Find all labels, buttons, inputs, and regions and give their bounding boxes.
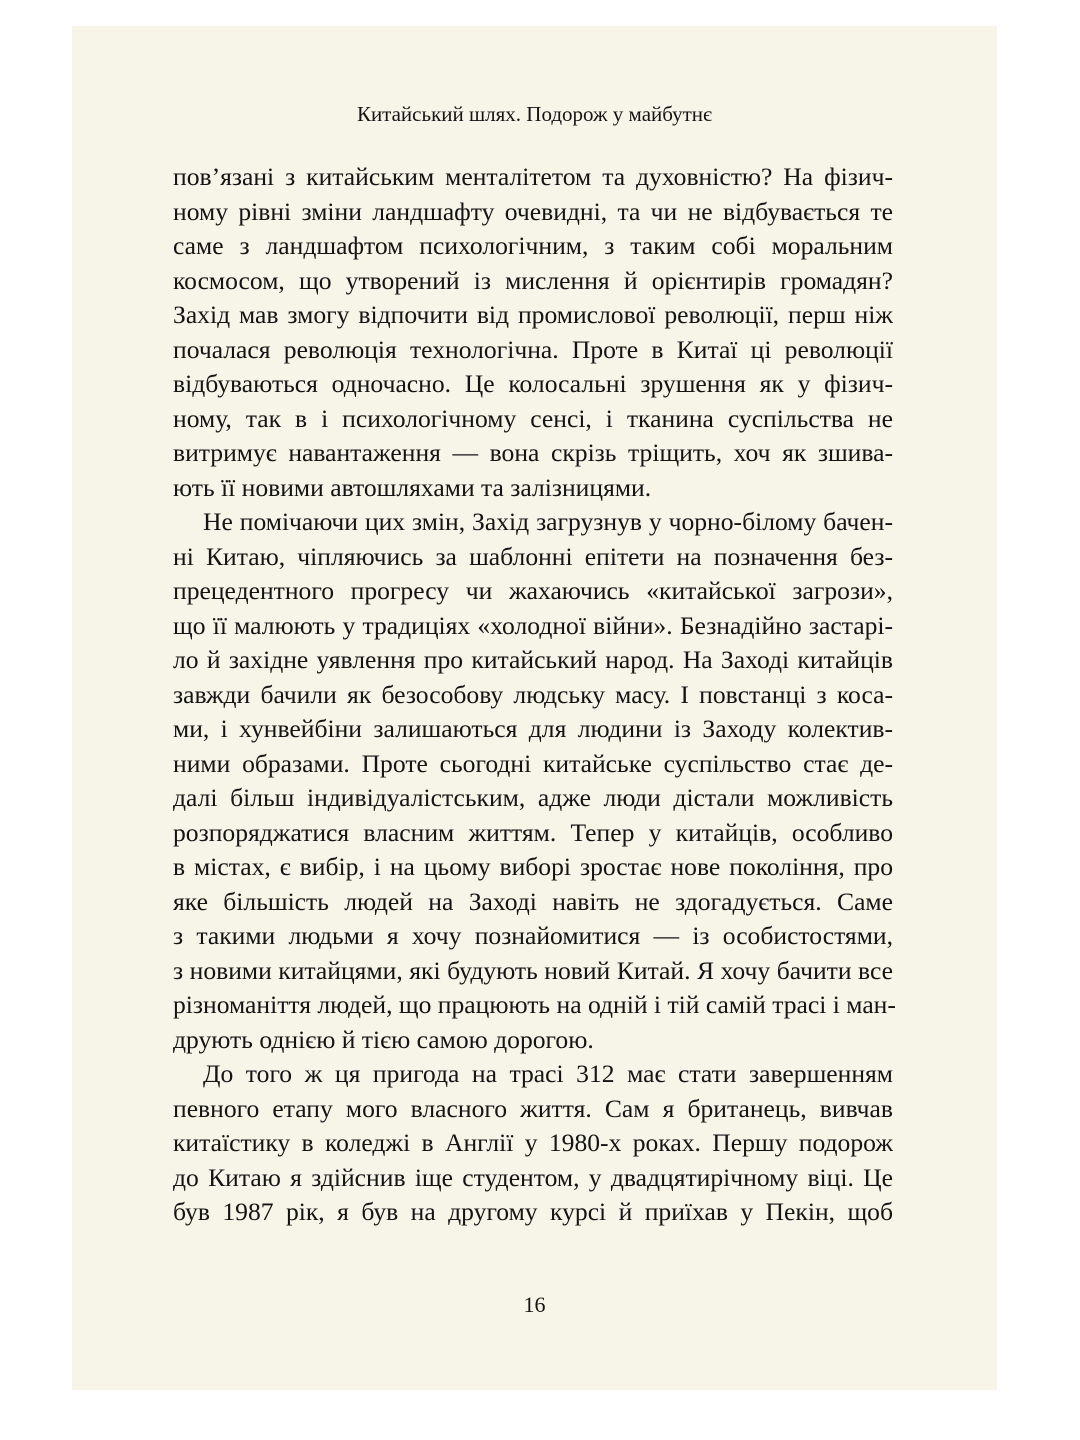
text-line: ному, так в і психологічному сенсі, і тканина суспільства не <box>173 403 893 433</box>
text-line: ло й західне уявлення про китайський народ. На Заході китайців <box>173 645 893 674</box>
text-line: Захід мав змогу відпочити від промислової революції, перш ніж <box>173 300 893 329</box>
running-head: Китайський шлях. Подорож у майбутнє <box>356 102 713 126</box>
text-line: ми, і хунвейбіни залишаються для людини із Заходу колектив- <box>173 714 893 743</box>
text-line: ному рівні зміни ландшафту очевидні, та чи не відбувається те <box>173 196 893 226</box>
paragraph-3 <box>173 1057 893 1230</box>
paragraph-1 <box>173 160 893 505</box>
text-line: завжди бачили як безособову людську масу. І повстанці з коса- <box>173 679 893 709</box>
text-line: друють однією й тією самою дорогою. <box>173 1024 594 1054</box>
page-number: 16 <box>523 1292 546 1317</box>
text-line: був 1987 рік, я був на другому курсі й приїхав у Пекін, щоб <box>173 1197 893 1226</box>
text-line: яке більшість людей на Заході навіть не здогадується. Саме <box>173 886 893 916</box>
text-line: ними образами. Проте сьогодні китайське суспільство стає де- <box>173 748 893 778</box>
text-line: почалася революція технологічна. Проте в Китаї ці революції <box>173 334 893 364</box>
text-line: ні Китаю, чіпляючись за шаблонні епітети на позначення без- <box>173 541 893 571</box>
text-line: в містах, є вибір, і на цьому виборі зростає нове покоління, про <box>173 852 893 881</box>
text-line: пов’язані з китайським менталітетом та духовністю? На фізич- <box>173 162 893 191</box>
text-line: саме з ландшафтом психологічним, з таким собі моральним <box>173 231 893 260</box>
text-line: певного етапу мого власного життя. Сам я британець, вивчав <box>173 1093 893 1123</box>
body-text <box>173 160 896 1230</box>
text-line: що її малюють у традиціях «холодної війни». Безнадійно застарі- <box>173 610 893 640</box>
text-line: відбуваються одночасно. Це колосальні зрушення як у фізич- <box>173 369 893 398</box>
text-line: ють її новими автошляхами та залізницями. <box>173 472 652 502</box>
text-line: китаїстику в коледжі в Англії у 1980-х роках. Першу подорож <box>173 1128 893 1157</box>
text-line: розпоряджатися власним життям. Тепер у китайців, особливо <box>173 817 893 847</box>
text-line: різноманіття людей, що працюють на одній і тій самій трасі і ман- <box>173 990 896 1019</box>
text-line: До того ж ця пригода на трасі 312 має стати завершенням <box>203 1059 893 1088</box>
text-line: до Китаю я здійснив іще студентом, у двадцятирічному віці. Це <box>173 1162 893 1192</box>
text-line: прецедентного прогресу чи жахаючись «китайської загрози», <box>173 576 893 605</box>
text-line: космосом, що утворений із мислення й орієнтирів громадян? <box>173 265 893 295</box>
text-line: з такими людьми я хочу познайомитися — із особистостями, <box>173 921 893 950</box>
book-page <box>72 26 997 1390</box>
paragraph-2 <box>173 505 896 1057</box>
text-line: далі більш індивідуалістським, адже люди дістали можливість <box>173 783 893 812</box>
text-line: з новими китайцями, які будують новий Китай. Я хочу бачити все <box>173 955 893 985</box>
text-line: Не помічаючи цих змін, Захід загрузнув у чорно-білому бачен- <box>203 507 893 536</box>
text-line: витримує навантаження — вона скрізь тріщить, хоч як зшива- <box>173 438 893 467</box>
